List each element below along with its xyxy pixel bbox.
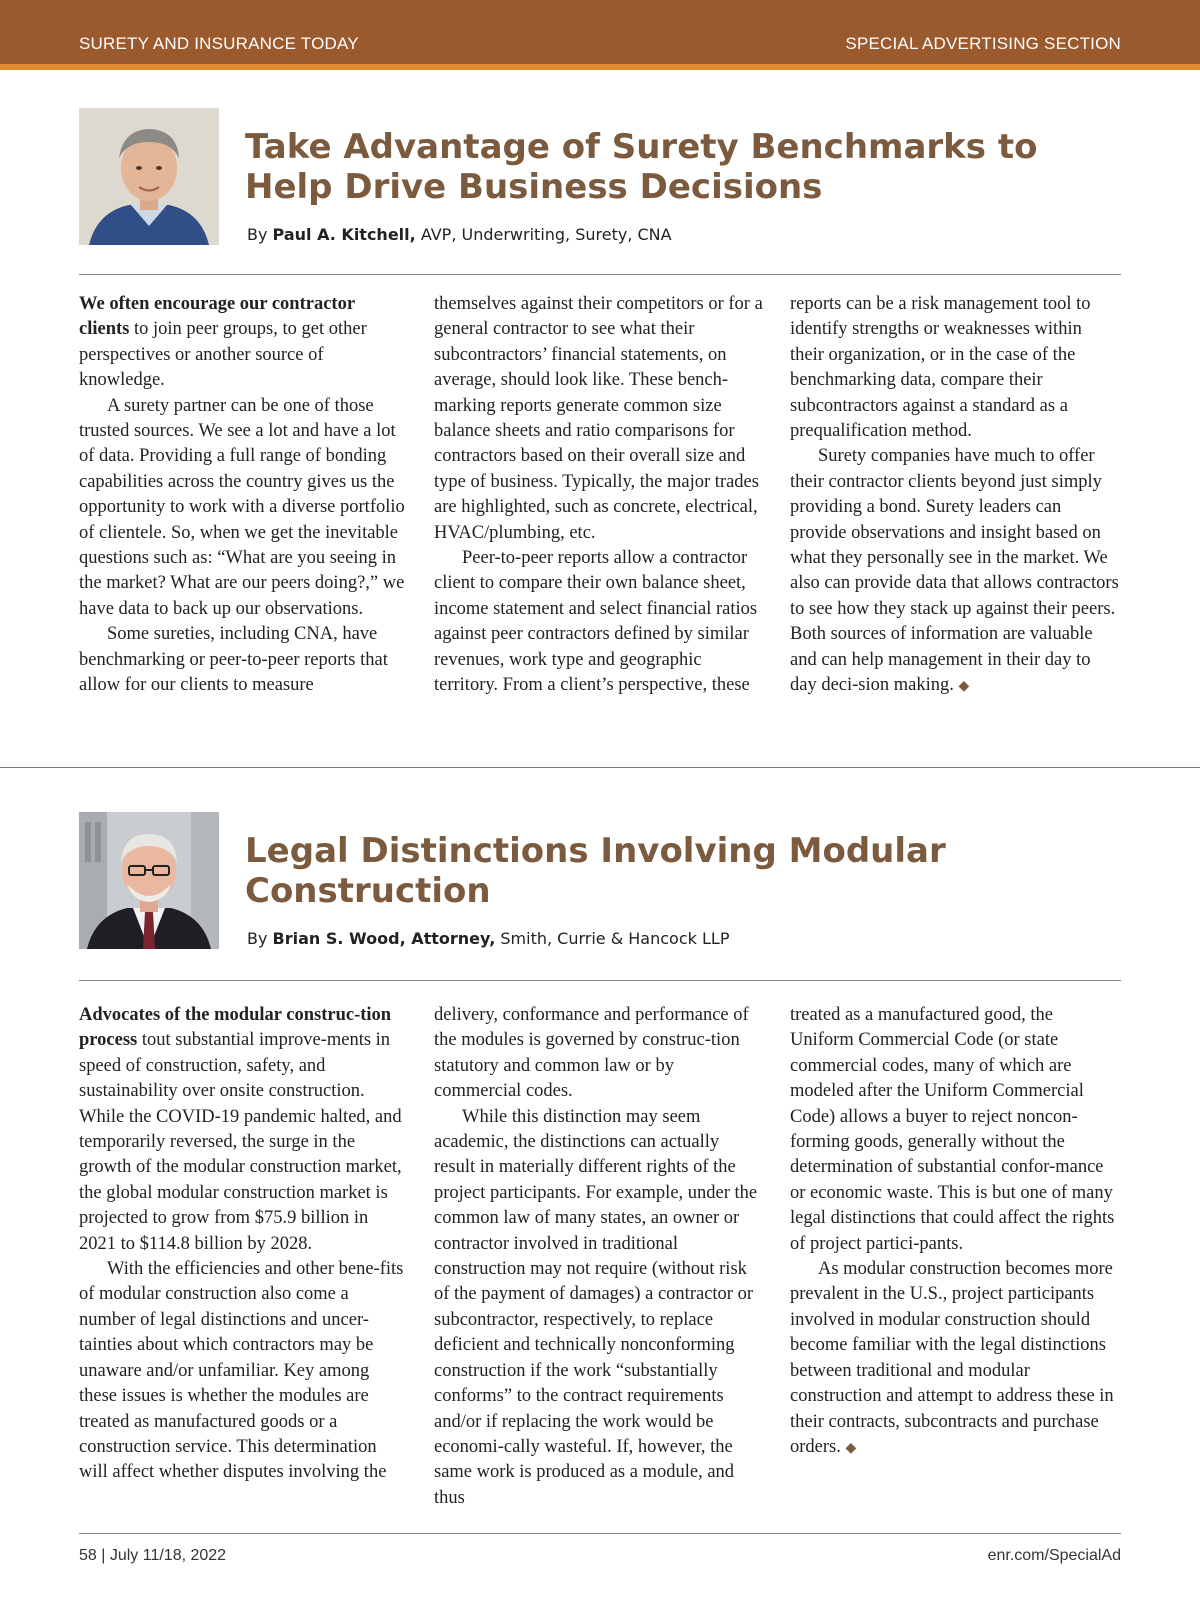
paragraph-text: tout substantial improve-ments in speed of construction, safety, and sustainability over onsite construction. While the COVID-19 pandemic halted, and temporarily reversed, the surge in the growth of the modular construction market, the global modular construction market is projected to grow from $75.9 billion in 2021 to $114.8 billion by 2028. (79, 1030, 402, 1254)
article-separator (0, 767, 1200, 768)
paragraph (79, 1003, 409, 1257)
headline-divider (79, 980, 1121, 981)
paragraph: Peer-to-peer reports allow a contractor client to compare their own balance sheet, income statement and select financial ratios against peer contractors defined by similar revenues, work type and geographic territory. From a client’s perspective, these (434, 548, 758, 696)
end-diamond-icon: ◆ (845, 1440, 857, 1456)
end-diamond-icon: ◆ (958, 679, 970, 695)
paragraph: Some sureties, including CNA, have benchmarking or peer-to-peer reports that allow for our clients to measure (79, 624, 388, 696)
paragraph: themselves against their competitors or for a general contractor to see what their subcontractors’ financial statements, on average, should look like. These bench-marking reports generate common size balance sheets and ratio comparisons for contractors based on their overall size and type of business. Typically, the major trades are highlighted, such as concrete, electrical, HVAC/plumbing, etc. (434, 294, 763, 543)
paragraph: A surety partner can be one of those trusted sources. We see a lot and have a lot of data. Providing a full range of bonding capabilities across the country gives us the opportunity to work with a diverse portfolio of clientele. So, when we get the inevitable questions such as: “What are you seeing in the market? What are our peers doing?,” we have data to back up our observations. (79, 395, 405, 619)
paragraph (790, 1257, 1120, 1461)
paragraph (790, 444, 1120, 699)
headline-divider (79, 274, 1121, 275)
footer-url: enr.com/SpecialAd (987, 1547, 1121, 1564)
article-column (79, 1003, 409, 1486)
paragraph-text: to join peer groups, to get other perspectives or another source of knowledge. (79, 319, 367, 391)
footer-divider (79, 1533, 1121, 1534)
page-number-date: 58 | July 11/18, 2022 (79, 1547, 227, 1564)
paragraph-text: Surety companies have much to offer their contractor clients beyond just simply providing a bond. Surety leaders can provide observations and insight based on what they personally see in the market. We also can provide data that allows contractors to see how they stack up against their peers. Both sources of information are valuable and can help management in their day to day deci-sion making. (790, 446, 1119, 696)
article-byline (247, 225, 672, 244)
paragraph: While this distinction may seem academic, the distinctions can actually result in materially different rights of the project participants. For example, under the common law of many states, an owner or contractor involved in traditional construction may not require (without risk of the payment of damages) a contractor or subcontractor, respectively, to replace deficient and technically nonconforming construction if the work “substantially conforms” to the contract requirements and/or if replacing the work would be economi-cally wasteful. If, however, the same work is produced as a module, and thus (434, 1106, 758, 1508)
section-label: SPECIAL ADVERTISING SECTION (845, 34, 1121, 53)
author-photo-wood (79, 812, 219, 949)
lead-in: Advocates of the modular construc-tion process (79, 1005, 392, 1051)
author-photo-kitchell (79, 108, 219, 245)
byline-by: By (247, 929, 268, 948)
paragraph: delivery, conformance and performance of the modules is governed by construc-tion statutory and common law or by commercial codes. (434, 1005, 749, 1102)
article-headline: Legal Distinctions Involving Modular Construction (245, 831, 946, 911)
paragraph (79, 292, 409, 394)
paragraph: treated as a manufactured good, the Uniform Commercial Code (or state commercial codes, many of which are modeled after the Uniform Commercial Code) allows a buyer to reject noncon-forming goods, generally without the determination of substantial confor-mance or economic waste. This is but one of many legal distinctions that could affect the rights of project partici-pants. (790, 1005, 1115, 1254)
article-byline (247, 929, 729, 948)
article-headline: Take Advantage of Surety Benchmarks to Help Drive Business Decisions (245, 127, 1038, 207)
header-accent-stripe (0, 64, 1200, 70)
section-title: SURETY AND INSURANCE TODAY (79, 34, 359, 53)
lead-in: We often encourage our contractor clients (79, 294, 355, 340)
paragraph: With the efficiencies and other bene-fits of modular construction also come a number of legal distinctions and uncer-tainties about which contractors may be unaware and/or unfamiliar. Key among these issues is whether the modules are treated as manufactured goods or a construction service. This determination will affect whether disputes involving the (79, 1259, 404, 1483)
paragraph: reports can be a risk management tool to identify strengths or weaknesses within their organization, or in the case of the benchmarking data, compare their subcontractors against a standard as a prequalification method. (790, 294, 1091, 442)
byline-role: AVP, Underwriting, Surety, CNA (420, 225, 672, 244)
byline-author: Paul A. Kitchell, (272, 225, 416, 244)
byline-by: By (247, 225, 268, 244)
article-column (434, 292, 764, 699)
header-bar (0, 0, 1200, 64)
article-column (79, 292, 409, 699)
article-column (790, 292, 1120, 700)
byline-author: Brian S. Wood, Attorney, (272, 929, 496, 948)
byline-role: Smith, Currie & Hancock LLP (500, 929, 730, 948)
article-column (434, 1003, 764, 1511)
article-column (790, 1003, 1120, 1461)
paragraph-text: As modular construction becomes more prevalent in the U.S., project participants involved in modular construction should become familiar with the legal distinctions between traditional and modular construction and attempt to address these in their contracts, subcontracts and purchase orders. (790, 1259, 1114, 1457)
